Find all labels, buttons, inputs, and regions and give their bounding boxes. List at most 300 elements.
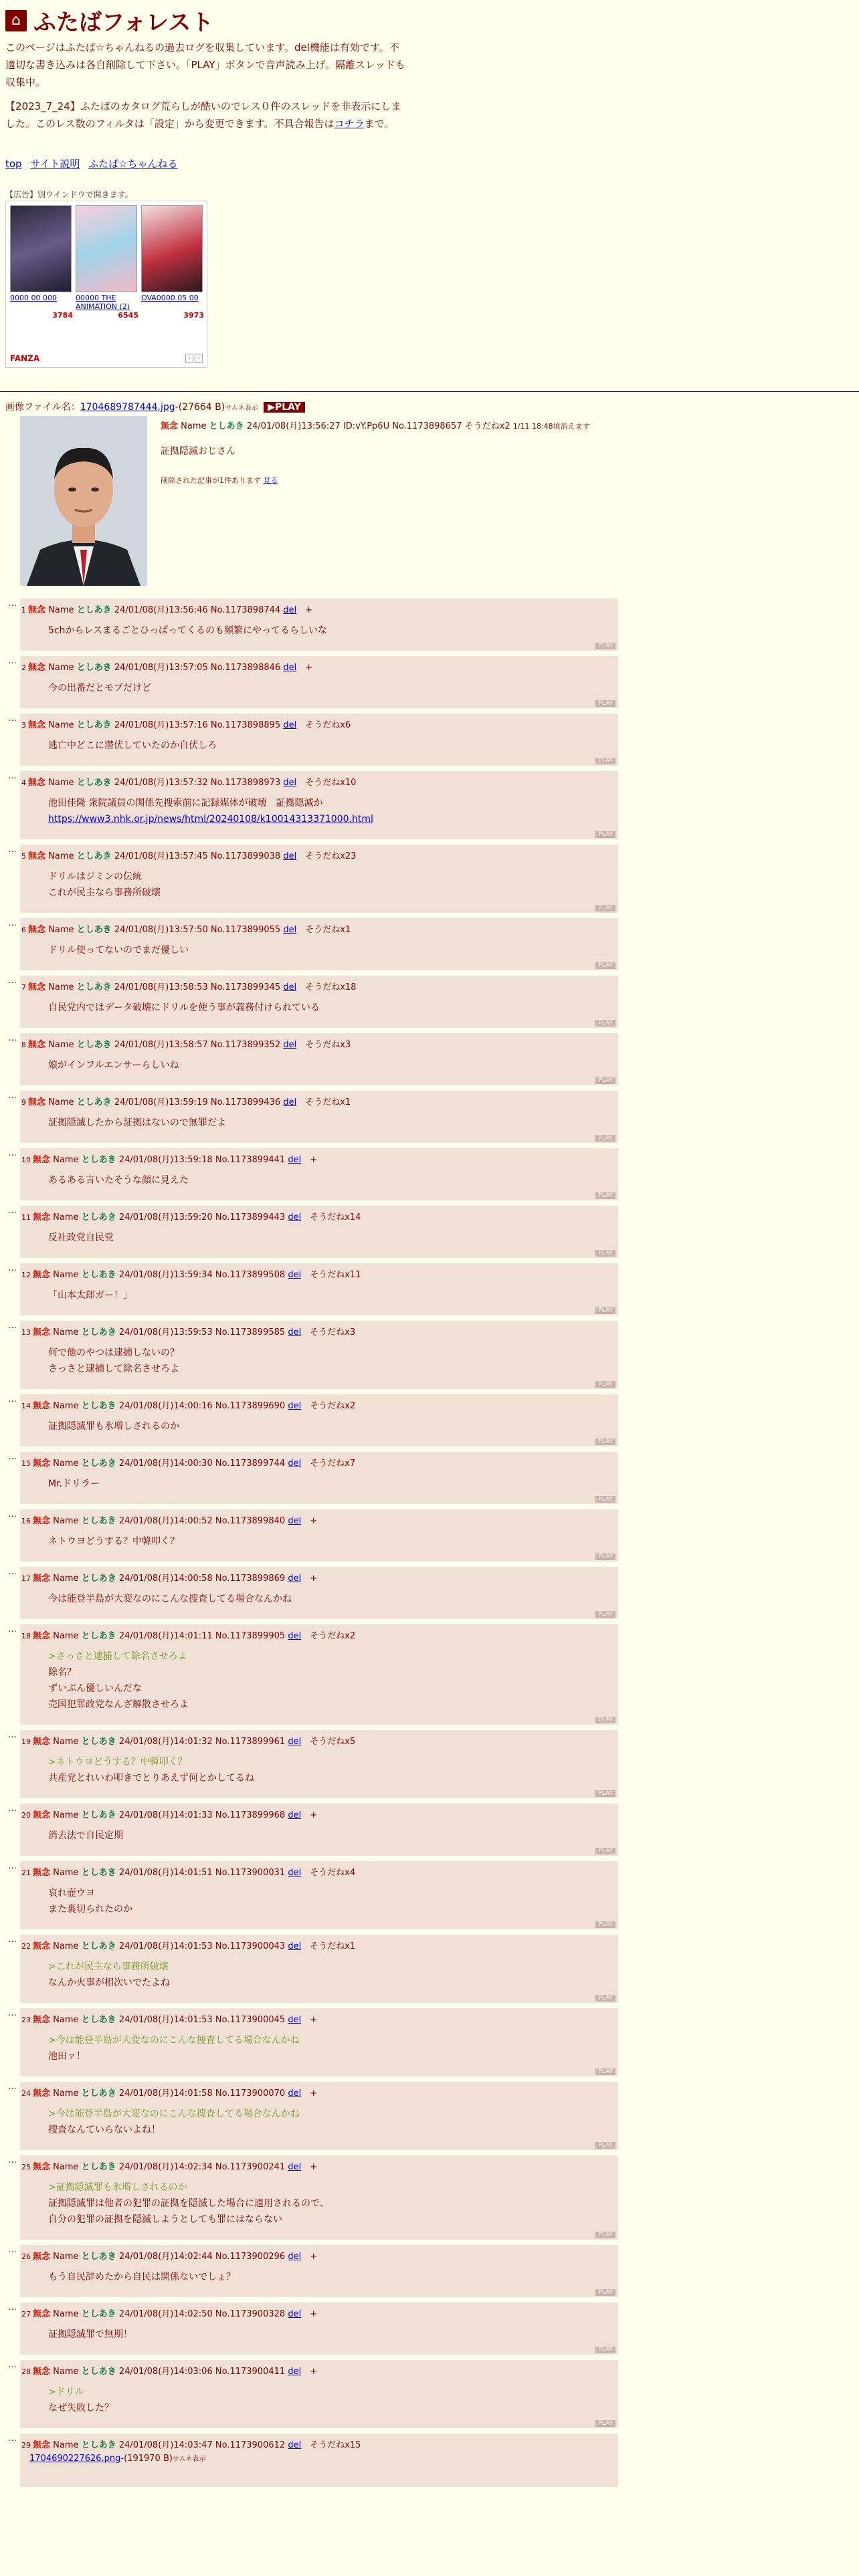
reply-subject: 無念 — [28, 778, 46, 788]
reply-number: 14 — [21, 1402, 31, 1410]
reply-poster: としあき — [81, 1737, 116, 1747]
reply-menu-icon[interactable]: … — [8, 845, 16, 855]
op-poster: としあき — [209, 421, 244, 431]
nav-about-link[interactable]: サイト説明 — [30, 158, 80, 170]
op-play-button[interactable]: ▶PLAY — [264, 402, 305, 413]
reply-number: 26 — [21, 2252, 31, 2261]
reply-datetime: 24/01/08(月)14:02:44 — [118, 2252, 213, 2262]
soudane-button[interactable]: + — [310, 1155, 318, 1165]
reply-play-button[interactable]: PLAY — [595, 1077, 615, 1084]
reply-poster: としあき — [81, 1212, 116, 1222]
reply-play-button[interactable]: PLAY — [595, 1611, 615, 1618]
reply-number: 19 — [21, 1737, 31, 1746]
del-link[interactable]: del — [288, 1941, 302, 1951]
reply-row — [0, 918, 622, 970]
site-logo-icon[interactable]: ⌂ — [5, 10, 27, 31]
reply-name-label: Name — [48, 851, 74, 861]
reply-text-line: 今の出番だとモブだけど — [48, 683, 151, 693]
reply-no: No.1173900031 — [215, 1868, 286, 1878]
reply-datetime: 24/01/08(月)14:01:53 — [118, 2015, 213, 2025]
soudane-button[interactable]: そうだねx1 — [305, 925, 351, 935]
del-link[interactable]: del — [288, 2162, 302, 2172]
reply-body — [48, 869, 161, 901]
reply-play-button[interactable]: PLAY — [595, 2142, 615, 2149]
del-link[interactable]: del — [288, 2367, 302, 2377]
reply-name-label: Name — [53, 2252, 79, 2262]
reply-subject: 無念 — [28, 720, 46, 730]
deleted-view-link[interactable]: 見る — [263, 476, 278, 485]
reply-number: 29 — [21, 2441, 31, 2450]
reply-post — [20, 599, 618, 651]
reply-row — [0, 2245, 622, 2297]
reply-menu-icon[interactable]: … — [8, 2302, 16, 2313]
reply-datetime: 24/01/08(月)14:00:16 — [118, 1401, 213, 1411]
reply-poster: としあき — [76, 851, 112, 861]
reply-poster: としあき — [76, 778, 112, 788]
reply-menu-icon[interactable]: … — [8, 1091, 16, 1101]
del-link[interactable]: del — [288, 1270, 302, 1280]
ad-label: 【広告】別ウインドウで開きます。 — [5, 190, 133, 199]
soudane-button[interactable]: + — [310, 1516, 318, 1526]
del-link[interactable]: del — [288, 1327, 302, 1337]
reply-no: No.1173899968 — [215, 1810, 286, 1820]
reply-header — [21, 1325, 355, 1337]
reply-menu-icon[interactable]: … — [8, 1509, 16, 1519]
reply-menu-icon[interactable]: … — [8, 771, 16, 781]
reply-datetime: 24/01/08(月)14:03:06 — [118, 2367, 213, 2377]
reply-menu-icon[interactable]: … — [8, 2360, 16, 2370]
reply-post — [20, 1321, 618, 1389]
reply-poster: としあき — [81, 2252, 116, 2262]
ad-item[interactable] — [10, 205, 73, 320]
ad-title[interactable]: 0000 00 000 — [10, 294, 57, 302]
reply-play-button[interactable]: PLAY — [595, 2420, 615, 2427]
soudane-button[interactable]: そうだねx23 — [305, 851, 357, 861]
reply-body — [48, 1172, 189, 1188]
reply-header — [21, 1095, 351, 1107]
reply-text-line: あるある言いたそうな顔に見えた — [48, 1175, 189, 1186]
reply-datetime: 24/01/08(月)14:00:52 — [118, 1516, 213, 1526]
reply-text-line: また裏切られたのか — [48, 1904, 132, 1915]
ad-image[interactable] — [141, 205, 203, 292]
reply-name-label: Name — [53, 1737, 79, 1747]
reply-menu-icon[interactable]: … — [8, 1148, 16, 1158]
reply-row — [0, 1148, 622, 1200]
bug-report-link[interactable]: コチラ — [334, 118, 365, 130]
reply-datetime: 24/01/08(月)13:57:32 — [114, 778, 208, 788]
reply-name-label: Name — [53, 2367, 79, 2377]
del-link[interactable]: del — [288, 1737, 302, 1747]
soudane-button[interactable]: + — [305, 605, 313, 615]
del-link[interactable]: del — [288, 1401, 302, 1411]
reply-subject: 無念 — [33, 2440, 51, 2450]
reply-menu-icon[interactable]: … — [8, 918, 16, 928]
url-link[interactable]: https://www3.nhk.or.jp/news/html/20240108/k10014313371000.html — [48, 814, 373, 825]
reply-play-button[interactable]: PLAY — [595, 1381, 615, 1388]
reply-body — [48, 1287, 132, 1303]
soudane-button[interactable]: + — [310, 2015, 318, 2025]
del-link[interactable]: del — [283, 605, 297, 615]
ad-title[interactable]: OVA0000 05 00 — [141, 294, 199, 302]
del-link[interactable]: del — [283, 778, 297, 788]
reply-poster: としあき — [76, 720, 112, 730]
reply-poster: としあき — [81, 1155, 116, 1165]
reply-menu-icon[interactable]: … — [8, 1567, 16, 1577]
reply-text-line: 娘がインフルエンサーらしいね — [48, 1060, 179, 1071]
reply-body — [48, 1828, 123, 1844]
reply-post — [20, 1148, 618, 1200]
reply-play-button[interactable]: PLAY — [595, 1496, 615, 1503]
del-link[interactable]: del — [283, 1040, 297, 1050]
reply-number: 4 — [21, 778, 26, 787]
reply-number: 17 — [21, 1574, 31, 1583]
reply-name-label: Name — [53, 1401, 79, 1411]
reply-menu-icon[interactable]: … — [8, 1861, 16, 1871]
thumb-note: サムネ表示 — [225, 405, 258, 412]
reply-no: No.1173898846 — [210, 663, 281, 673]
del-link[interactable]: del — [283, 925, 297, 935]
reply-text-line: 池田ァ！ — [48, 2051, 86, 2062]
del-link[interactable]: del — [288, 2252, 302, 2262]
reply-poster: としあき — [76, 1097, 112, 1107]
reply-menu-icon[interactable]: … — [8, 1321, 16, 1331]
reply-play-button[interactable]: PLAY — [595, 1250, 615, 1257]
del-link[interactable]: del — [288, 1212, 302, 1222]
quote-line: >ドリル — [48, 2387, 84, 2397]
reply-name-label: Name — [53, 1270, 79, 1280]
del-link[interactable]: del — [288, 1868, 302, 1878]
reply-play-button[interactable]: PLAY — [595, 2347, 615, 2353]
reply-post — [20, 1861, 618, 1929]
reply-name-label: Name — [48, 605, 74, 615]
reply-text-line: ずいぶん優しいんだな — [48, 1683, 142, 1694]
chevron-right-icon[interactable]: › — [195, 354, 203, 363]
reply-header — [21, 2159, 317, 2172]
reply-row — [0, 976, 622, 1028]
reply-subject: 無念 — [33, 1459, 51, 1469]
reply-subject: 無念 — [33, 1270, 51, 1280]
del-link[interactable]: del — [283, 1097, 297, 1107]
reply-datetime: 24/01/08(月)13:57:16 — [114, 720, 208, 730]
soudane-button[interactable]: + — [310, 2367, 318, 2377]
reply-body — [48, 2179, 329, 2228]
reply-menu-icon[interactable]: … — [8, 656, 16, 666]
reply-post — [20, 1206, 618, 1258]
reply-number: 6 — [21, 926, 26, 934]
reply-play-button[interactable]: PLAY — [595, 962, 615, 969]
soudane-button[interactable]: そうだねx4 — [310, 1868, 356, 1878]
reply-subject: 無念 — [28, 851, 46, 861]
reply-menu-icon[interactable]: … — [8, 976, 16, 986]
reply-header — [21, 1398, 355, 1411]
reply-number: 2 — [21, 663, 26, 672]
reply-play-button[interactable]: PLAY — [595, 1553, 615, 1560]
reply-menu-icon[interactable]: … — [8, 1730, 16, 1740]
reply-menu-icon[interactable]: … — [8, 1394, 16, 1404]
del-link[interactable]: del — [288, 1574, 302, 1584]
reply-body — [48, 2106, 300, 2138]
reply-post — [20, 1452, 618, 1504]
reply-post — [20, 1567, 618, 1619]
soudane-button[interactable]: + — [310, 1574, 318, 1584]
reply-poster: としあき — [81, 1516, 116, 1526]
reply-menu-icon[interactable]: … — [8, 1935, 16, 1945]
reply-subject: 無念 — [33, 1401, 51, 1411]
soudane-button[interactable]: そうだねx11 — [310, 1270, 361, 1280]
op-soudane[interactable]: そうだねx2 — [464, 421, 510, 431]
reply-subject: 無念 — [33, 1155, 51, 1165]
reply-subject: 無念 — [33, 1212, 51, 1222]
op-deleted-note — [161, 475, 278, 486]
reply-no: No.1173899441 — [215, 1155, 286, 1165]
reply-subject: 無念 — [28, 663, 46, 673]
reply-post — [20, 656, 618, 708]
soudane-button[interactable]: そうだねx3 — [305, 1040, 351, 1050]
reply-file-link[interactable]: 1704690227626.png — [29, 2454, 121, 2464]
reply-play-button[interactable]: PLAY — [595, 643, 615, 649]
reply-name-label: Name — [48, 1040, 74, 1050]
reply-datetime: 24/01/08(月)14:02:34 — [118, 2162, 213, 2172]
del-link[interactable]: del — [288, 2440, 302, 2450]
reply-no: No.1173899436 — [210, 1097, 281, 1107]
ad-image[interactable] — [76, 205, 137, 292]
reply-header — [21, 2249, 317, 2262]
soudane-button[interactable]: + — [305, 663, 313, 673]
reply-datetime: 24/01/08(月)13:58:53 — [114, 982, 208, 992]
reply-play-button[interactable]: PLAY — [595, 700, 615, 707]
reply-datetime: 24/01/08(月)14:01:51 — [118, 1868, 213, 1878]
ad-brand[interactable]: FANZA — [10, 354, 40, 363]
reply-row — [0, 1206, 622, 1258]
ad-title[interactable]: 00000 THE ANIMATION (2) — [76, 294, 130, 311]
del-link[interactable]: del — [288, 1631, 302, 1641]
reply-text-line: ドリル使ってないのでまだ優しい — [48, 945, 189, 956]
reply-subject: 無念 — [28, 982, 46, 992]
reply-row — [0, 2434, 622, 2487]
reply-datetime: 24/01/08(月)13:59:53 — [118, 1327, 213, 1337]
reply-subject: 無念 — [33, 1327, 51, 1337]
op-file-link[interactable]: 1704689787444.jpg — [80, 402, 175, 413]
soudane-button[interactable]: そうだねx10 — [305, 778, 357, 788]
reply-number: 7 — [21, 983, 26, 992]
reply-post — [20, 1033, 618, 1085]
reply-row — [0, 656, 622, 708]
soudane-button[interactable]: + — [310, 1810, 318, 1820]
reply-body — [48, 1959, 170, 1991]
op-header — [161, 419, 590, 431]
reply-play-button[interactable]: PLAY — [595, 2289, 615, 2296]
reply-poster: としあき — [76, 1040, 112, 1050]
reply-number: 28 — [21, 2367, 31, 2376]
reply-text-line: 共産党とれいわ叩きでとりあえず何とかしてるね — [48, 1773, 254, 1784]
del-link[interactable]: del — [288, 1155, 302, 1165]
del-link[interactable]: del — [288, 1810, 302, 1820]
del-link[interactable]: del — [283, 851, 297, 861]
reply-menu-icon[interactable]: … — [8, 1804, 16, 1814]
reply-name-label: Name — [48, 663, 74, 673]
soudane-button[interactable]: そうだねx14 — [310, 1212, 361, 1222]
reply-play-button[interactable]: PLAY — [595, 1790, 615, 1797]
del-link[interactable]: del — [283, 982, 297, 992]
reply-subject: 無念 — [33, 2367, 51, 2377]
ad-item[interactable] — [141, 205, 204, 320]
reply-text-line: さっさと逮捕して除名させろよ — [48, 1364, 179, 1374]
reply-header — [21, 2438, 361, 2450]
reply-text-line: 証拠隠滅罪は他者の犯罪の証拠を隠滅した場合に適用されるので、 — [48, 2198, 329, 2209]
reply-post — [20, 2302, 618, 2355]
reply-play-button[interactable]: PLAY — [595, 1438, 615, 1445]
reply-post — [20, 1935, 618, 2003]
nav-top-link[interactable]: top — [5, 158, 22, 170]
del-link[interactable]: del — [283, 720, 297, 730]
reply-play-button[interactable]: PLAY — [595, 2068, 615, 2075]
reply-play-button[interactable]: PLAY — [595, 1192, 615, 1199]
reply-name-label: Name — [53, 1327, 79, 1337]
soudane-button[interactable]: + — [310, 2252, 318, 2262]
reply-row — [0, 1861, 622, 1929]
reply-row — [0, 2302, 622, 2355]
reply-number: 24 — [21, 2089, 31, 2098]
ad-price: 3784 — [52, 311, 73, 320]
notice-text: 【2023_7_24】ふたばのカタログ荒らしが酷いのでレス０件のスレッドを非表示にしました。このレス数のフィルタは「設定」から変更できます。不具合報告は — [5, 100, 401, 130]
soudane-button[interactable]: そうだねx1 — [310, 1941, 356, 1951]
reply-play-button[interactable]: PLAY — [595, 1717, 615, 1723]
reply-menu-icon[interactable]: … — [8, 599, 16, 609]
reply-menu-icon[interactable]: … — [8, 2434, 16, 2444]
soudane-button[interactable]: そうだねx1 — [305, 1097, 351, 1107]
reply-play-button[interactable]: PLAY — [595, 1848, 615, 1854]
nav-futaba-link[interactable]: ふたば☆ちゃんねる — [88, 158, 178, 170]
reply-number: 22 — [21, 1942, 31, 1951]
reply-play-button[interactable]: PLAY — [595, 758, 615, 764]
reply-menu-icon[interactable]: … — [8, 1624, 16, 1634]
reply-row — [0, 599, 622, 651]
reply-text-line: これが民主なら事務所破壊 — [48, 887, 161, 898]
soudane-button[interactable]: + — [310, 2088, 318, 2099]
reply-row — [0, 1624, 622, 1725]
reply-header — [21, 1037, 351, 1050]
reply-play-button[interactable]: PLAY — [595, 831, 615, 838]
reply-body — [48, 1885, 132, 1917]
reply-name-label: Name — [53, 1459, 79, 1469]
ad-image[interactable] — [10, 205, 72, 292]
reply-header — [21, 1210, 361, 1222]
notice-tail: まで。 — [364, 118, 395, 130]
reply-text-line: なぜ失敗した？ — [48, 2403, 114, 2413]
soudane-button[interactable]: そうだねx3 — [310, 1327, 356, 1337]
op-file-info: 画像ファイル名：1704689787444.jpg-(27664 B)サムネ表示 ▶PLAY — [5, 400, 305, 413]
del-link[interactable]: del — [288, 1516, 302, 1526]
reply-body — [48, 1418, 179, 1434]
soudane-button[interactable]: そうだねx6 — [305, 720, 351, 730]
reply-poster: としあき — [81, 2088, 116, 2099]
reply-no: No.1173900411 — [215, 2367, 286, 2377]
reply-play-button[interactable]: PLAY — [595, 1307, 615, 1314]
reply-name-label: Name — [53, 1155, 79, 1165]
reply-play-button[interactable]: PLAY — [595, 2232, 615, 2238]
reply-post — [20, 918, 618, 970]
reply-post — [20, 1263, 618, 1315]
reply-no: No.1173900328 — [215, 2309, 286, 2319]
reply-menu-icon[interactable]: … — [8, 2082, 16, 2092]
soudane-button[interactable]: + — [310, 2162, 318, 2172]
reply-poster: としあき — [81, 2440, 116, 2450]
file-label: 画像ファイル名： — [5, 402, 80, 413]
reply-text-line: 「山本太郎ガー！」 — [48, 1290, 132, 1301]
reply-name-label: Name — [53, 2440, 79, 2450]
reply-play-button[interactable]: PLAY — [595, 1020, 615, 1027]
reply-header — [21, 718, 351, 730]
reply-poster: としあき — [81, 2162, 116, 2172]
reply-name-label: Name — [53, 1941, 79, 1951]
play-label: PLAY — [274, 402, 301, 413]
reply-datetime: 24/01/08(月)14:01:11 — [118, 1631, 213, 1641]
reply-post — [20, 845, 618, 913]
op-subject: 無念 — [161, 421, 179, 431]
soudane-button[interactable]: そうだねx2 — [310, 1631, 356, 1641]
reply-menu-icon[interactable]: … — [8, 1206, 16, 1216]
reply-menu-icon[interactable]: … — [8, 2245, 16, 2255]
reply-no: No.1173899840 — [215, 1516, 286, 1526]
reply-row — [0, 1804, 622, 1856]
reply-header — [21, 1939, 355, 1951]
reply-play-button[interactable]: PLAY — [595, 1135, 615, 1142]
reply-datetime: 24/01/08(月)14:01:33 — [118, 1810, 213, 1820]
reply-subject: 無念 — [33, 1516, 51, 1526]
soudane-button[interactable]: そうだねx7 — [310, 1459, 356, 1469]
soudane-button[interactable]: そうだねx2 — [310, 1401, 356, 1411]
ad-price: 3973 — [183, 311, 204, 320]
del-link[interactable]: del — [288, 2015, 302, 2025]
reply-post — [20, 1091, 618, 1143]
op-image[interactable] — [20, 416, 147, 586]
reply-header — [21, 1865, 355, 1878]
soudane-button[interactable]: そうだねx18 — [305, 982, 357, 992]
reply-menu-icon[interactable]: … — [8, 1263, 16, 1273]
del-link[interactable]: del — [283, 663, 297, 673]
soudane-button[interactable]: + — [310, 2309, 318, 2319]
reply-play-button[interactable]: PLAY — [595, 1995, 615, 2002]
soudane-button[interactable]: そうだねx5 — [310, 1737, 356, 1747]
reply-poster: としあき — [81, 2309, 116, 2319]
ad-item[interactable] — [76, 205, 138, 320]
del-link[interactable]: del — [288, 2309, 302, 2319]
reply-post — [20, 1730, 618, 1798]
reply-subject: 無念 — [33, 2309, 51, 2319]
reply-menu-icon[interactable]: … — [8, 1033, 16, 1043]
reply-body — [48, 680, 151, 696]
reply-menu-icon[interactable]: … — [8, 1452, 16, 1462]
reply-play-button[interactable]: PLAY — [595, 905, 615, 911]
chevron-left-icon[interactable]: ‹ — [185, 354, 193, 363]
reply-number: 20 — [21, 1811, 31, 1820]
reply-play-button[interactable]: PLAY — [595, 1921, 615, 1928]
reply-header — [21, 980, 356, 992]
del-link[interactable]: del — [288, 2088, 302, 2099]
reply-file-size: (191970 B) — [124, 2454, 173, 2464]
reply-menu-icon[interactable]: … — [8, 714, 16, 724]
reply-text-line: 証拠隠滅罪で無期！ — [48, 2329, 132, 2340]
reply-row — [0, 1509, 622, 1562]
reply-menu-icon[interactable]: … — [8, 2008, 16, 2018]
soudane-button[interactable]: そうだねx15 — [310, 2440, 361, 2450]
reply-poster: としあき — [76, 982, 112, 992]
del-link[interactable]: del — [288, 1459, 302, 1469]
reply-menu-icon[interactable]: … — [8, 2155, 16, 2165]
reply-poster: としあき — [81, 1574, 116, 1584]
reply-subject: 無念 — [33, 1574, 51, 1584]
reply-text-line: なんか火事が相次いでたよね — [48, 1977, 170, 1988]
